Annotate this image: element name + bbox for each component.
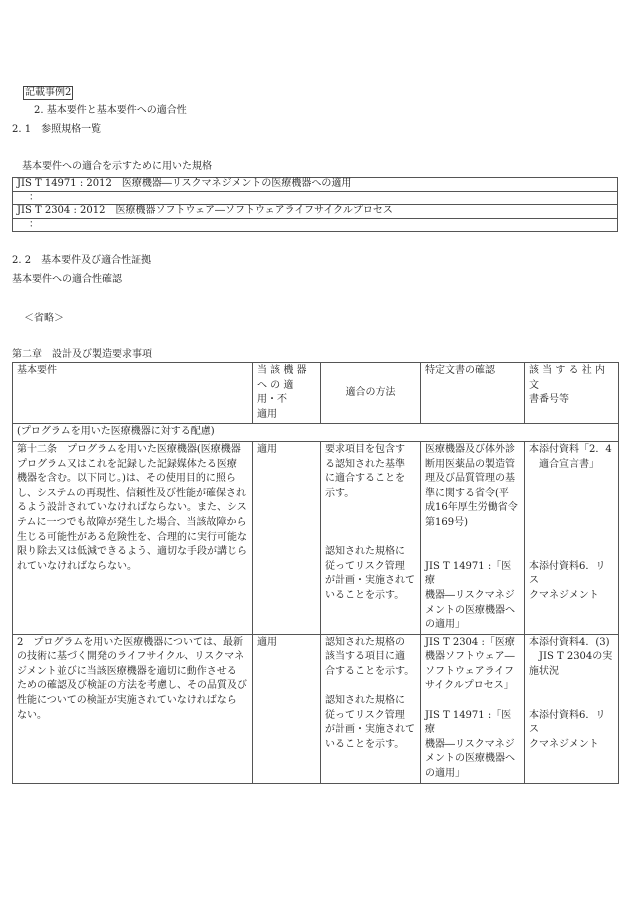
document-cell: 医療機器及び体外診 断用医薬品の製造管 理及び品質管理の基 準に関する省令(平 成16年厚生労働省令 第169号) JIS T 14971 :「医療 機器―リスクマネジ メントの医療機器へ の適用」 bbox=[421, 441, 525, 634]
standard-item: JIS T 14971 : 2012 医療機器―リスクマネジメントの医療機器への適用 bbox=[13, 178, 618, 192]
standards-caption: 基本要件への適合を示すために用いた規格 bbox=[22, 161, 212, 172]
table-row bbox=[13, 218, 618, 232]
header-method: 適合の方法 bbox=[321, 363, 421, 424]
internal-cell: 本添付資料「2．4 適合宣言書」 本添付資料6．リス クマネジメント bbox=[525, 441, 619, 634]
standard-item: ： bbox=[13, 191, 618, 205]
table-row bbox=[13, 178, 618, 192]
applicability-cell: 適用 bbox=[253, 634, 321, 783]
example-label: 記載事例2 bbox=[25, 87, 72, 98]
header-internal: 該 当 す る 社 内 文 書番号等 bbox=[525, 363, 619, 424]
header-row bbox=[13, 363, 619, 424]
requirement-cell: 第十二条 プログラムを用いた医療機器(医療機器 プログラム又はこれを記録した記録媒体たる医療 機器を含む。以下同じ。)は、その使用目的に照ら し、システムの再現性、信頼性及び性能が確保され るよう設計されていなければならない。また、シス テムに一つでも故障が発生した場合、当該故障から 生じる可能性がある危険性を、合理的に実行可能な 限り除去又は低減できるよう、適切な手段が講じら れていなければならない。 bbox=[13, 441, 253, 634]
section-2-1-heading: 2. 1 参照規格一覧 bbox=[12, 124, 102, 135]
main-heading: 2. 基本要件と基本要件への適合性 bbox=[34, 105, 187, 116]
standards-table bbox=[12, 177, 618, 232]
header-requirement: 基本要件 bbox=[13, 363, 253, 424]
internal-cell: 本添付資料4．(3) JIS T 2304の実 施状況 本添付資料6．リス クマネジメント bbox=[525, 634, 619, 783]
applicability-cell: 適用 bbox=[253, 441, 321, 634]
table-row bbox=[13, 634, 619, 783]
requirement-cell: 2 プログラムを用いた医療機器については、最新 の技術に基づく開発のライフサイクル、リスクマネ ジメント並びに当該医療機器を適切に動作させる ための確認及び検証の方法を考慮し、その品質及び 性能についての検証が実施されていなければなら ない。 bbox=[13, 634, 253, 783]
header-document: 特定文書の確認 bbox=[421, 363, 525, 424]
table-row bbox=[13, 191, 618, 205]
section-label: (プログラムを用いた医療機器に対する配慮) bbox=[13, 424, 619, 442]
standard-item: ： bbox=[13, 218, 618, 232]
conformity-caption: 基本要件への適合性確認 bbox=[12, 274, 122, 285]
table-row bbox=[13, 441, 619, 634]
omitted-note: ＜省略＞ bbox=[24, 313, 64, 324]
method-cell: 要求項目を包含す る認知された基準 に適合することを 示す。 認知された規格に 従ってリスク管理 が計画・実施されて いることを示す。 bbox=[321, 441, 421, 634]
table-row bbox=[13, 205, 618, 219]
standard-item: JIS T 2304 : 2012 医療機器ソフトウェア―ソフトウェアライフサイクルプロセス bbox=[13, 205, 618, 219]
method-cell: 認知された規格の 該当する項目に適 合することを示す。 認知された規格に 従ってリスク管理 が計画・実施されて いることを示す。 bbox=[321, 634, 421, 783]
requirements-table bbox=[12, 362, 619, 784]
document-cell: JIS T 2304 :「医療 機器ソフトウェア― ソフトウェアライフ サイクルプロセス」 JIS T 14971 :「医療 機器―リスクマネジ メントの医療機器へ の適用」 bbox=[421, 634, 525, 783]
chapter-heading: 第二章 設計及び製造要求事項 bbox=[12, 349, 152, 360]
header-applicability: 当 該 機 器 へ の 適 用・不 適用 bbox=[253, 363, 321, 424]
section-row bbox=[13, 424, 619, 442]
section-2-2-heading: 2. 2 基本要件及び適合性証拠 bbox=[12, 255, 152, 266]
